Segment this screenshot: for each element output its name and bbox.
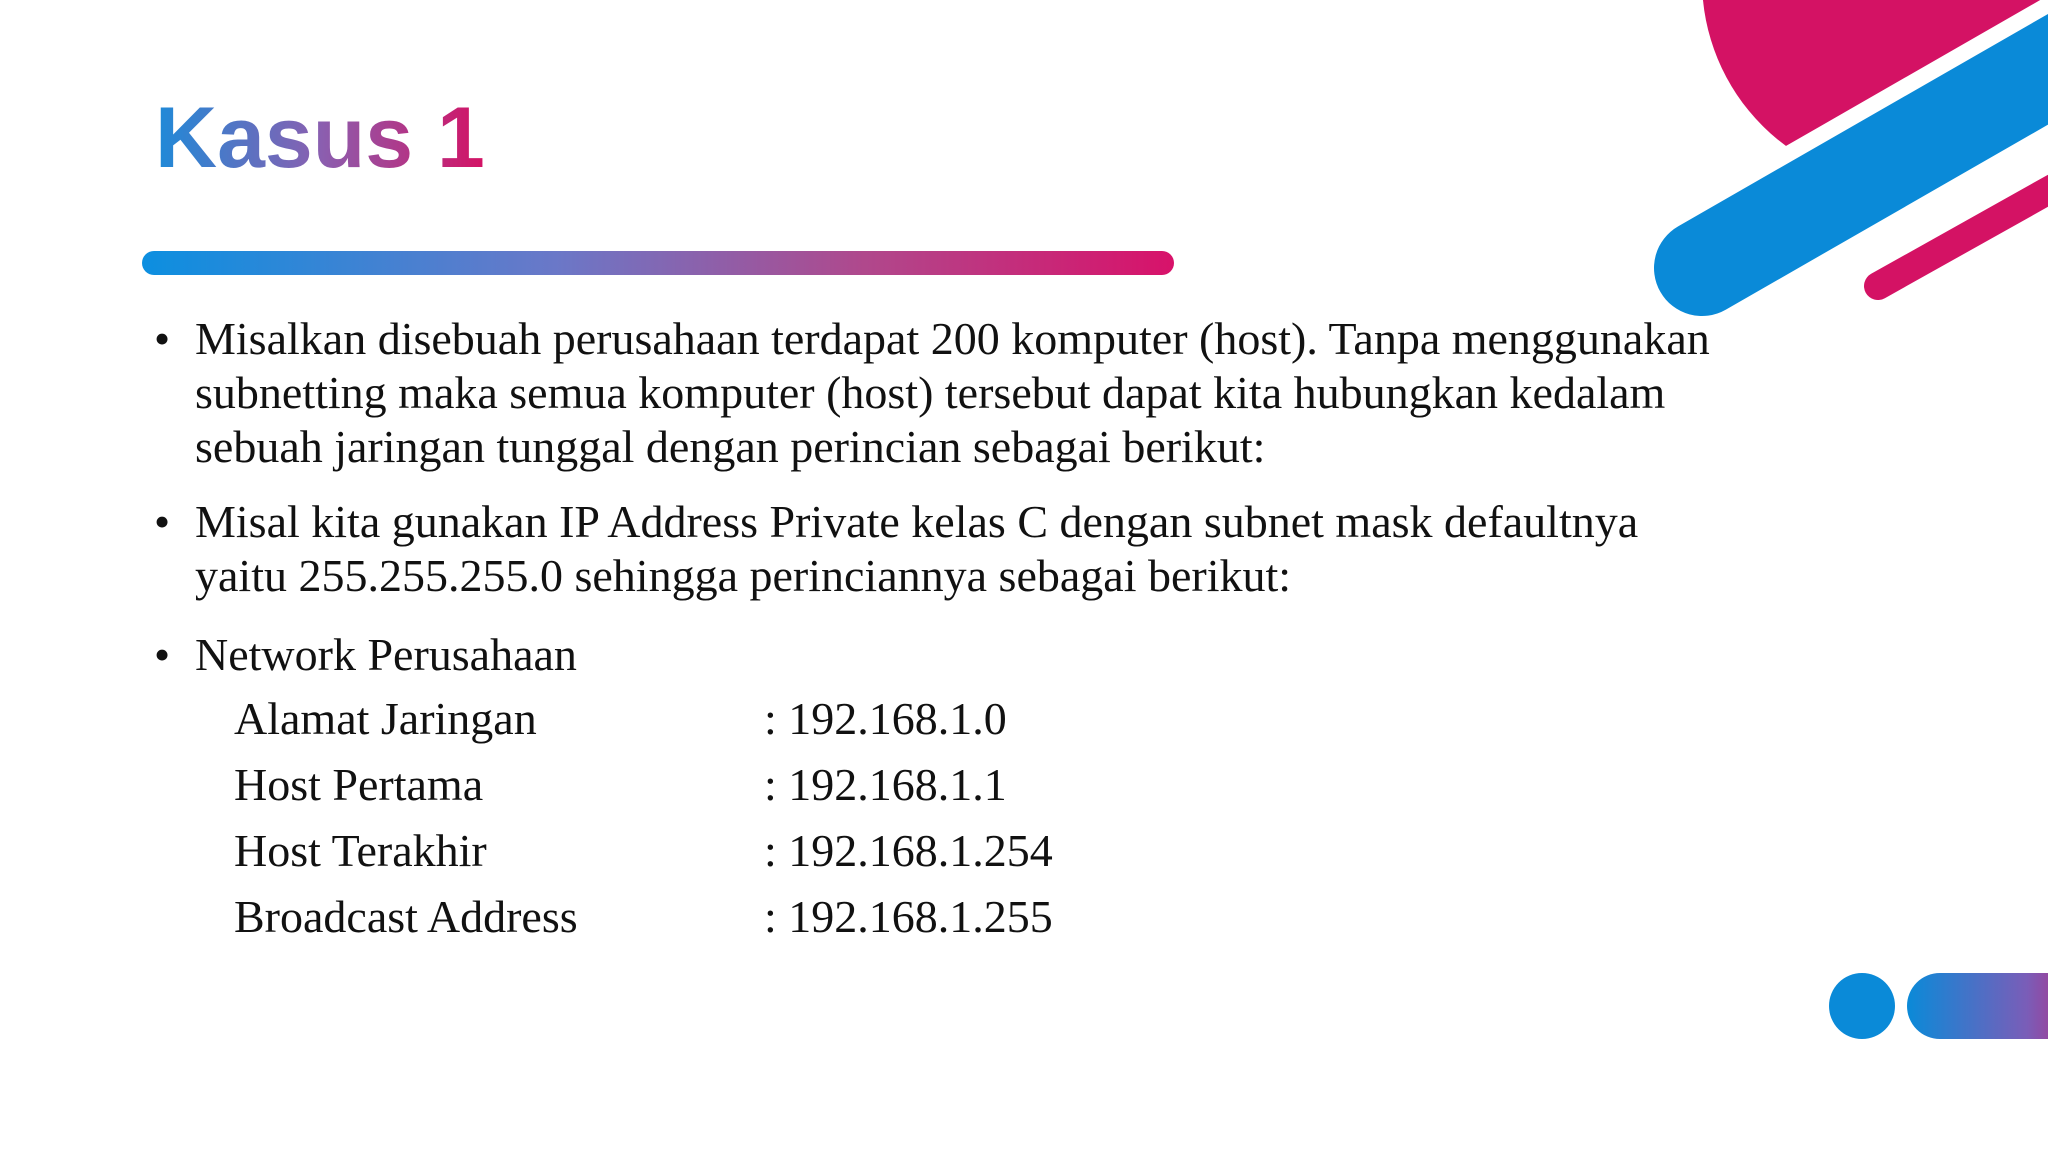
network-row (234, 818, 1908, 884)
bullet-line: Misalkan disebuah perusahaan terdapat 200 komputer (host). Tanpa menggunakan (195, 313, 1710, 364)
network-details-table (234, 686, 1908, 950)
title-underline (142, 251, 1174, 275)
decorative-blue-dot (1829, 973, 1895, 1039)
bullet-line: yaitu 255.255.255.0 sehingga perinciannya sebagai berikut: (195, 550, 1292, 601)
bullet-item (148, 628, 1908, 682)
decorative-shapes-top-right (1640, 0, 2048, 330)
decorative-shapes-bottom-right (1820, 968, 2048, 1040)
bullet-item (148, 495, 1908, 603)
network-label: Broadcast Address (234, 891, 578, 942)
network-value: : 192.168.1.1 (764, 759, 1007, 810)
bullet-mark: • (154, 496, 171, 547)
bullet-mark: • (154, 629, 171, 680)
bullet-line: Network Perusahaan (195, 629, 577, 680)
decorative-gradient-pill (1907, 973, 2048, 1039)
bullet-line: sebuah jaringan tunggal dengan perincian sebagai berikut: (195, 421, 1266, 472)
bullet-mark: • (154, 313, 171, 364)
slide-title: Kasus 1 (155, 90, 485, 186)
slide-content (148, 312, 1908, 950)
network-row (234, 752, 1908, 818)
network-row (234, 686, 1908, 752)
network-value: : 192.168.1.255 (764, 891, 1053, 942)
network-label: Host Terakhir (234, 825, 487, 876)
network-label: Host Pertama (234, 759, 484, 810)
network-value: : 192.168.1.0 (764, 693, 1007, 744)
bullet-item (148, 312, 1908, 474)
bullet-line: subnetting maka semua komputer (host) tersebut dapat kita hubungkan kedalam (195, 367, 1666, 418)
network-label: Alamat Jaringan (234, 693, 537, 744)
bullet-line: Misal kita gunakan IP Address Private kelas C dengan subnet mask defaultnya (195, 496, 1639, 547)
network-row (234, 884, 1908, 950)
network-value: : 192.168.1.254 (764, 825, 1053, 876)
